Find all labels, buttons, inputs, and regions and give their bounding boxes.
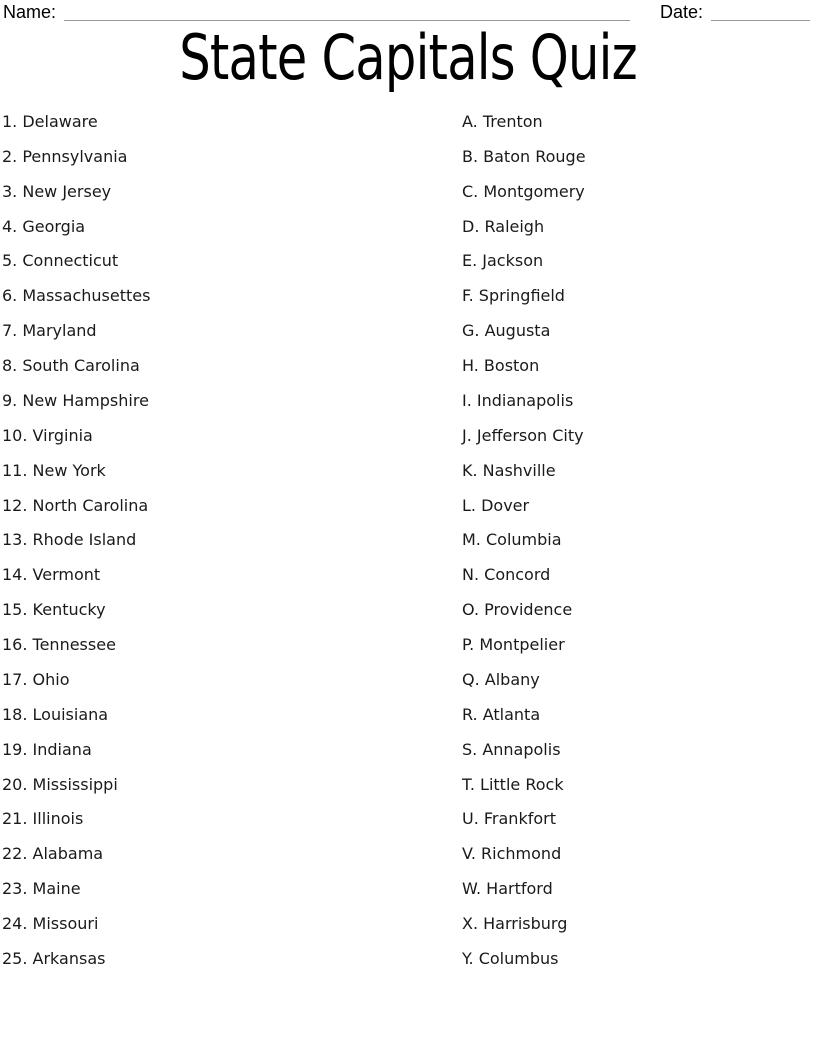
name-label: Name: [3,2,57,22]
capital-answer-item: X. Harrisburg [462,914,568,934]
state-question-item: 13. Rhode Island [2,530,137,550]
state-question-item: 22. Alabama [2,844,104,864]
capital-answer-item: E. Jackson [462,251,544,271]
state-question-item: 6. Massachusettes [2,286,151,306]
state-question-item: 16. Tennessee [2,635,116,655]
capital-answer-item: H. Boston [462,356,540,376]
capital-answer-item: V. Richmond [462,844,562,864]
state-question-item: 7. Maryland [2,321,97,341]
capital-answer-item: K. Nashville [462,460,556,480]
worksheet-header [3,2,810,23]
capital-answer-item: S. Annapolis [462,739,561,759]
state-question-item: 12. North Carolina [2,495,149,515]
state-question-item: 4. Georgia [2,216,86,236]
state-question-item: 14. Vermont [2,565,101,585]
state-question-item: 5. Connecticut [2,251,119,271]
state-question-item: 2. Pennsylvania [2,146,128,166]
capital-answer-item: J. Jefferson City [462,425,584,445]
state-question-item: 9. New Hampshire [2,390,149,410]
capital-answer-item: T. Little Rock [462,774,564,794]
capital-answer-item: W. Hartford [462,879,553,899]
name-blank-field[interactable] [64,4,630,21]
state-question-item: 18. Louisiana [2,704,109,724]
state-question-item: 15. Kentucky [2,600,106,620]
capital-answer-item: I. Indianapolis [462,390,574,410]
capital-answer-item: M. Columbia [462,530,562,550]
state-question-item: 24. Missouri [2,914,99,934]
date-blank-field[interactable] [711,4,810,21]
states-list [2,104,150,976]
state-question-item: 3. New Jersey [2,181,112,201]
state-question-item: 19. Indiana [2,739,92,759]
state-question-item: 25. Arkansas [2,948,106,968]
capitals-list [462,104,586,976]
capital-answer-item: F. Springfield [462,286,565,306]
capital-answer-item: D. Raleigh [462,216,545,236]
state-question-item: 23. Maine [2,879,81,899]
state-question-item: 8. South Carolina [2,356,140,376]
capital-answer-item: U. Frankfort [462,809,556,829]
state-question-item: 17. Ohio [2,669,70,689]
capital-answer-item: Y. Columbus [462,948,559,968]
capital-answer-item: C. Montgomery [462,181,585,201]
page-title [0,22,816,94]
capital-answer-item: O. Providence [462,600,573,620]
date-label: Date: [659,2,703,22]
state-question-item: 1. Delaware [2,111,98,131]
capital-answer-item: A. Trenton [462,111,543,131]
capital-answer-item: N. Concord [462,565,551,585]
capital-answer-item: L. Dover [462,495,530,515]
capital-answer-item: B. Baton Rouge [462,146,586,166]
capital-answer-item: P. Montpelier [462,635,565,655]
capital-answer-item: R. Atlanta [462,704,541,724]
page-title-text: State Capitals Quiz [179,21,637,94]
state-question-item: 20. Mississippi [2,774,118,794]
state-question-item: 10. Virginia [2,425,93,445]
capital-answer-item: G. Augusta [462,321,551,341]
state-question-item: 21. Illinois [2,809,84,829]
capital-answer-item: Q. Albany [462,669,540,689]
state-question-item: 11. New York [2,460,106,480]
